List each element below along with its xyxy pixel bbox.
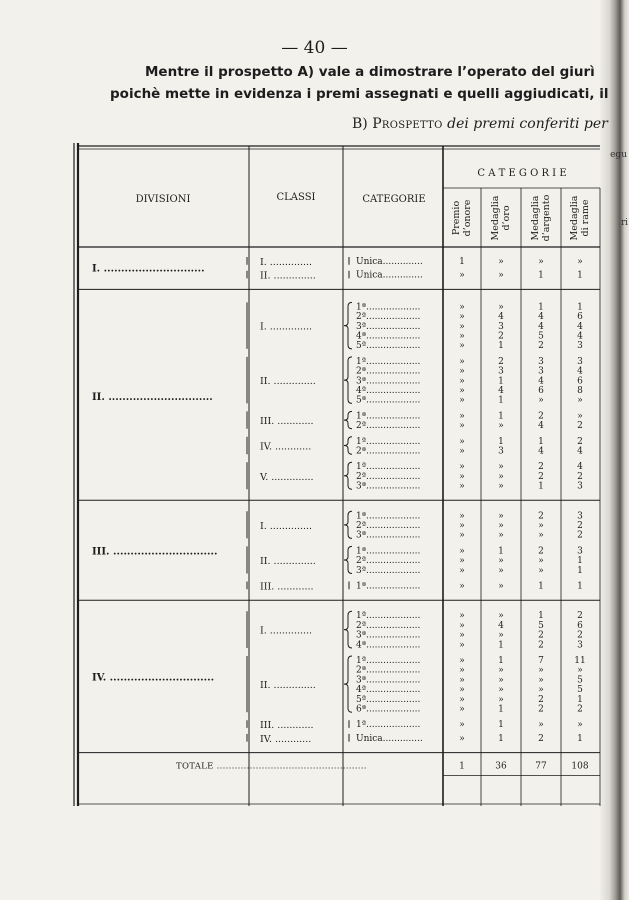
category-label: 1ª................... — [356, 656, 421, 666]
value-cell: 4 — [538, 446, 544, 457]
value-cell: 2 — [498, 331, 504, 342]
value-cell: 4 — [538, 321, 544, 332]
category-label: 1ª................... — [356, 411, 421, 422]
value-cell: » — [538, 395, 544, 406]
value-cell: » — [538, 556, 544, 567]
prize-column-header — [530, 194, 552, 241]
binding-margin-text: egu — [610, 150, 627, 160]
value-cell: » — [459, 366, 465, 377]
value-cell: » — [459, 302, 465, 313]
value-cell: » — [498, 694, 504, 705]
value-cell: 3 — [577, 640, 583, 651]
value-cell: 1 — [538, 581, 544, 592]
class-label: II. .............. — [260, 270, 316, 282]
brace — [344, 462, 352, 489]
value-cell: » — [498, 581, 504, 592]
category-label: 4ª................... — [356, 640, 421, 651]
value-cell: 3 — [577, 341, 583, 352]
class-label: II. .............. — [260, 376, 316, 388]
prize-column-label: d’oro — [501, 205, 512, 231]
value-cell: 4 — [538, 312, 544, 323]
value-cell: » — [459, 704, 465, 715]
value-cell: 3 — [577, 546, 583, 557]
value-cell: 5 — [577, 675, 583, 686]
value-cell: » — [459, 395, 465, 406]
prize-column-label: di rame — [580, 199, 591, 237]
caption-small-caps: Prospetto — [372, 116, 443, 132]
value-cell: 2 — [577, 611, 583, 622]
value-cell: 2 — [577, 704, 583, 715]
value-cell: 1 — [538, 436, 544, 447]
value-cell: 1 — [577, 270, 583, 281]
value-cell: » — [459, 656, 465, 666]
class-label: IV. ............ — [260, 733, 312, 745]
value-cell: » — [459, 720, 465, 731]
value-cell: 1 — [498, 656, 504, 666]
prize-column-label: d’onore — [462, 199, 473, 237]
category-label: 1ª................... — [356, 511, 421, 522]
value-cell: 6 — [577, 312, 583, 323]
division-label: III. .............................. — [92, 546, 218, 558]
value-cell: » — [459, 556, 465, 567]
value-cell: 4 — [577, 446, 583, 457]
value-cell: » — [498, 471, 504, 482]
category-label: 4ª................... — [356, 331, 421, 342]
value-cell: 1 — [498, 640, 504, 651]
value-cell: » — [459, 530, 465, 541]
brace — [344, 437, 352, 454]
value-cell: » — [459, 471, 465, 482]
value-cell: 8 — [577, 386, 583, 396]
value-cell: » — [459, 685, 465, 696]
value-cell: 1 — [498, 720, 504, 731]
brace — [344, 357, 352, 404]
category-label: 2ª................... — [356, 366, 421, 377]
value-cell: » — [459, 611, 465, 622]
value-cell: » — [577, 720, 583, 731]
value-cell: » — [498, 521, 504, 531]
category-label: 1ª................... — [356, 436, 421, 447]
value-cell: 1 — [498, 704, 504, 715]
class-label: I. .............. — [260, 256, 313, 268]
category-label: 4ª................... — [356, 386, 421, 396]
value-cell: 1 — [577, 733, 583, 744]
value-cell: » — [459, 411, 465, 422]
category-label: 1ª................... — [356, 546, 421, 557]
value-cell: 2 — [577, 630, 583, 641]
value-cell: 1 — [498, 376, 504, 387]
value-cell: 2 — [577, 421, 583, 432]
value-cell: 4 — [577, 321, 583, 332]
value-cell: 2 — [538, 511, 544, 522]
value-cell: » — [459, 331, 465, 342]
value-cell: 5 — [538, 620, 544, 631]
value-cell: 6 — [538, 386, 544, 396]
prize-column-label: Medaglia — [530, 195, 541, 241]
value-cell: 2 — [538, 640, 544, 651]
brace — [344, 656, 352, 712]
value-cell: » — [577, 257, 583, 267]
value-cell: 4 — [538, 376, 544, 387]
division-label: IV. .............................. — [92, 672, 215, 684]
class-label: I. .............. — [260, 625, 313, 637]
category-label: 5ª................... — [356, 395, 421, 406]
prize-column-label: Medaglia — [490, 195, 501, 241]
value-cell: 1 — [577, 581, 583, 592]
header-classi: CLASSI — [276, 192, 316, 203]
value-cell: 3 — [538, 366, 544, 377]
brace — [344, 611, 352, 648]
total-value: 108 — [571, 761, 589, 772]
value-cell: » — [459, 321, 465, 332]
value-cell: 1 — [459, 257, 465, 267]
division-label: II. .............................. — [92, 391, 213, 403]
value-cell: » — [459, 546, 465, 557]
value-cell: 3 — [498, 366, 504, 377]
value-cell: » — [498, 481, 504, 492]
value-cell: » — [538, 675, 544, 686]
binding-margin-text: ri — [620, 218, 628, 228]
value-cell: 4 — [538, 421, 544, 432]
value-cell: 4 — [498, 386, 504, 396]
prize-column-header — [569, 195, 591, 240]
value-cell: 1 — [577, 556, 583, 567]
value-cell: 1 — [577, 302, 583, 313]
value-cell: 2 — [538, 733, 544, 744]
category-label: Unica.............. — [356, 270, 423, 281]
value-cell: 2 — [538, 546, 544, 557]
value-cell: 2 — [538, 471, 544, 482]
header-divisioni: DIVISIONI — [135, 194, 191, 205]
category-label: 2ª................... — [356, 620, 421, 631]
value-cell: 1 — [498, 436, 504, 447]
category-label: 3ª................... — [356, 376, 421, 387]
value-cell: » — [538, 720, 544, 731]
total-label: TOTALE .................................................. — [176, 761, 367, 772]
value-cell: » — [498, 630, 504, 641]
value-cell: 2 — [577, 436, 583, 447]
category-label: 1ª................... — [356, 581, 421, 592]
category-label: 6ª................... — [356, 704, 421, 715]
value-cell: » — [459, 436, 465, 447]
value-cell: » — [538, 530, 544, 541]
category-label: 1ª................... — [356, 356, 421, 367]
prize-column-header — [490, 195, 512, 240]
category-label: 1ª................... — [356, 302, 421, 313]
class-label: II. .............. — [260, 555, 316, 567]
value-cell: » — [577, 411, 583, 422]
value-cell: » — [459, 665, 465, 676]
header-categorie-spanning: C A T E G O R I E — [477, 168, 567, 179]
category-label: 4ª................... — [356, 685, 421, 696]
value-cell: 1 — [538, 611, 544, 622]
value-cell: » — [459, 620, 465, 631]
category-label: 2ª................... — [356, 446, 421, 457]
value-cell: » — [498, 530, 504, 541]
value-cell: 2 — [538, 694, 544, 705]
value-cell: 6 — [577, 620, 583, 631]
value-cell: » — [498, 675, 504, 686]
prize-column-header — [451, 199, 473, 236]
value-cell: » — [459, 581, 465, 592]
value-cell: 1 — [498, 341, 504, 352]
value-cell: 2 — [498, 356, 504, 367]
brace — [344, 302, 352, 349]
value-cell: » — [538, 257, 544, 267]
value-cell: » — [538, 521, 544, 531]
value-cell: 4 — [498, 620, 504, 631]
value-cell: » — [459, 446, 465, 457]
value-cell: » — [498, 302, 504, 313]
category-label: 2ª................... — [356, 556, 421, 567]
prize-column-label: d’argento — [541, 194, 552, 242]
value-cell: » — [459, 421, 465, 432]
division-label: I. ............................. — [92, 263, 205, 275]
brace — [344, 546, 352, 573]
value-cell: 4 — [577, 462, 583, 473]
category-label: 5ª................... — [356, 694, 421, 705]
value-cell: 3 — [577, 356, 583, 367]
value-cell: » — [498, 611, 504, 622]
value-cell: » — [459, 376, 465, 387]
value-cell: 1 — [498, 395, 504, 406]
category-label: 3ª................... — [356, 530, 421, 541]
value-cell: 2 — [577, 521, 583, 531]
class-label: IV. ............ — [260, 441, 312, 453]
class-label: III. ............ — [260, 416, 314, 428]
value-cell: » — [577, 395, 583, 406]
category-label: 3ª................... — [356, 321, 421, 332]
value-cell: 3 — [498, 446, 504, 457]
value-cell: 2 — [577, 530, 583, 541]
value-cell: » — [459, 733, 465, 744]
value-cell: 2 — [538, 411, 544, 422]
value-cell: » — [459, 481, 465, 492]
value-cell: » — [498, 565, 504, 576]
value-cell: » — [459, 694, 465, 705]
value-cell: » — [459, 630, 465, 641]
header-categorie: CATEGORIE — [362, 194, 426, 205]
value-cell: 2 — [538, 462, 544, 473]
value-cell: 3 — [577, 511, 583, 522]
value-cell: » — [498, 421, 504, 432]
value-cell: 1 — [498, 733, 504, 744]
value-cell: » — [459, 565, 465, 576]
value-cell: 4 — [577, 331, 583, 342]
category-label: 3ª................... — [356, 565, 421, 576]
value-cell: 2 — [538, 341, 544, 352]
value-cell: » — [538, 685, 544, 696]
category-label: 2ª................... — [356, 421, 421, 432]
prize-column-label: Premio — [451, 200, 462, 236]
intro-line-2: poichè mette in evidenza i premi assegnati e quelli aggiudicati, il — [110, 86, 609, 102]
value-cell: » — [459, 640, 465, 651]
caption-letter: B) — [352, 116, 368, 132]
class-label: I. .............. — [260, 321, 313, 333]
class-label: III. ............ — [260, 581, 314, 593]
value-cell: 5 — [577, 685, 583, 696]
category-label: Unica.............. — [356, 733, 423, 744]
value-cell: 3 — [577, 481, 583, 492]
category-label: 1ª................... — [356, 611, 421, 622]
category-label: 1ª................... — [356, 462, 421, 473]
category-label: 1ª................... — [356, 720, 421, 731]
value-cell: 2 — [538, 704, 544, 715]
value-cell: » — [459, 270, 465, 281]
category-label: 3ª................... — [356, 675, 421, 686]
value-cell: 11 — [574, 656, 586, 666]
category-label: 3ª................... — [356, 630, 421, 641]
value-cell: » — [459, 341, 465, 352]
category-label: 2ª................... — [356, 471, 421, 482]
brace — [344, 511, 352, 538]
value-cell: 4 — [577, 366, 583, 377]
value-cell: 1 — [538, 481, 544, 492]
caption-italic: dei premi conferiti per — [447, 116, 608, 132]
value-cell: 1 — [538, 270, 544, 281]
value-cell: » — [459, 386, 465, 396]
value-cell: » — [498, 257, 504, 267]
value-cell: » — [538, 665, 544, 676]
value-cell: 1 — [577, 694, 583, 705]
category-label: 2ª................... — [356, 665, 421, 676]
value-cell: 6 — [577, 376, 583, 387]
brace — [344, 411, 352, 428]
class-label: I. .............. — [260, 520, 313, 532]
page-number: — 40 — — [281, 38, 348, 58]
value-cell: 7 — [538, 656, 544, 666]
prize-column-label: Medaglia — [569, 195, 580, 241]
category-label: 2ª................... — [356, 312, 421, 323]
total-value: 1 — [459, 761, 465, 772]
value-cell: 3 — [498, 321, 504, 332]
value-cell: » — [498, 511, 504, 522]
value-cell: 3 — [538, 356, 544, 367]
value-cell: 1 — [577, 565, 583, 576]
value-cell: » — [459, 356, 465, 367]
value-cell: » — [498, 665, 504, 676]
class-label: II. .............. — [260, 680, 316, 692]
value-cell: 1 — [498, 411, 504, 422]
value-cell: 1 — [498, 546, 504, 557]
value-cell: » — [498, 462, 504, 473]
value-cell: 1 — [538, 302, 544, 313]
value-cell: » — [459, 521, 465, 531]
total-value: 77 — [535, 761, 547, 772]
value-cell: 4 — [498, 312, 504, 323]
value-cell: » — [459, 511, 465, 522]
value-cell: » — [498, 685, 504, 696]
value-cell: » — [538, 565, 544, 576]
total-value: 36 — [495, 761, 507, 772]
category-label: 5ª................... — [356, 341, 421, 352]
category-label: 3ª................... — [356, 481, 421, 492]
intro-line-1: Mentre il prospetto A) vale a dimostrare l’operato del giurì — [145, 64, 595, 80]
value-cell: » — [459, 312, 465, 323]
value-cell: 2 — [577, 471, 583, 482]
value-cell: 5 — [538, 331, 544, 342]
class-label: III. ............ — [260, 720, 314, 732]
value-cell: » — [498, 270, 504, 281]
value-cell: » — [459, 462, 465, 473]
value-cell: » — [459, 675, 465, 686]
value-cell: 2 — [538, 630, 544, 641]
value-cell: » — [498, 556, 504, 567]
value-cell: » — [577, 665, 583, 676]
category-label: Unica.............. — [356, 257, 423, 267]
category-label: 2ª................... — [356, 521, 421, 531]
class-label: V. .............. — [260, 471, 314, 483]
